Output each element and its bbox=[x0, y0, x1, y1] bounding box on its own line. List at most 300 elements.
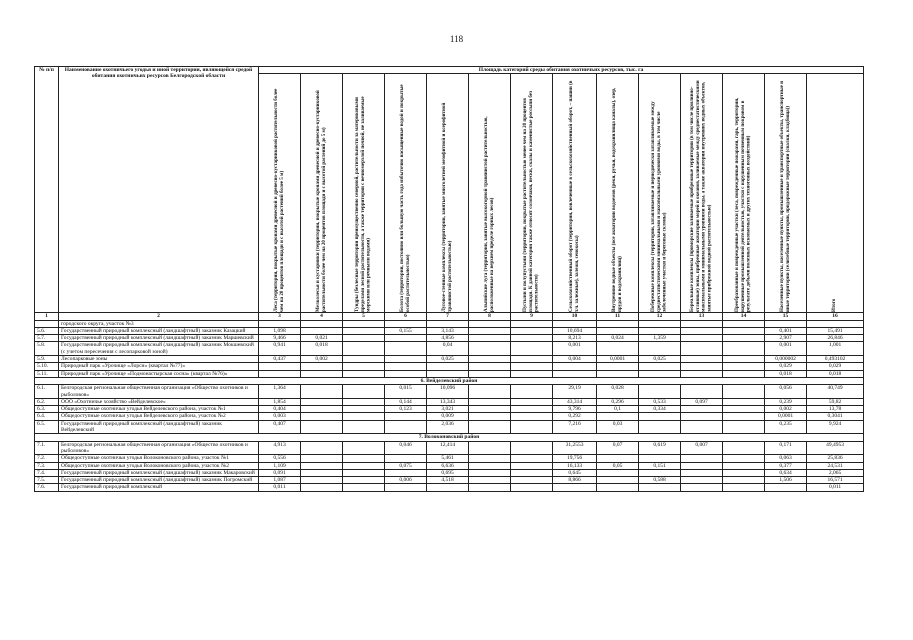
row-value: 2,036 bbox=[427, 420, 469, 434]
row-value bbox=[343, 370, 385, 377]
row-value bbox=[681, 335, 723, 342]
row-value: 15,491 bbox=[807, 327, 864, 334]
row-value bbox=[553, 320, 597, 327]
row-value bbox=[469, 327, 511, 334]
header-category bbox=[511, 74, 553, 313]
row-value: 0,025 bbox=[639, 356, 681, 363]
row-value bbox=[511, 356, 553, 363]
row-value bbox=[597, 455, 639, 462]
row-value: 0,007 bbox=[681, 441, 723, 455]
header-category bbox=[765, 74, 807, 313]
row-value: 5,461 bbox=[427, 455, 469, 462]
row-value bbox=[469, 398, 511, 405]
row-value: 2,907 bbox=[765, 335, 807, 342]
row-value bbox=[343, 469, 385, 476]
table-row bbox=[35, 320, 864, 327]
header-category-label: Бореальные комплексы (приморские заливаемые прибрежные территории (в том числе приливно-отливные) зоны, прибрежные акватории морей и океанов, заливаемые между среднестатистическими максимальными и минимальными уровнями воды, а также акватории внутренних водных объектов, занятые прибрежной водной растительностью) bbox=[689, 80, 713, 313]
header-category-label: Сельскохозяйственный оборот (территории, вовлеченные в сельскохозяйственный оборот, – пашни (в т.ч. залежные), залежи, сенокосы) bbox=[568, 80, 580, 313]
row-number: 5.10. bbox=[35, 363, 59, 370]
row-value bbox=[597, 370, 639, 377]
row-value bbox=[469, 462, 511, 469]
row-value bbox=[597, 320, 639, 327]
column-number: 2 bbox=[59, 313, 259, 320]
row-value bbox=[681, 484, 723, 491]
row-value bbox=[385, 413, 427, 420]
row-value bbox=[385, 356, 427, 363]
row-value bbox=[301, 363, 343, 370]
row-value bbox=[511, 385, 553, 399]
row-value bbox=[681, 363, 723, 370]
table-row bbox=[35, 462, 864, 469]
row-value: 1,364 bbox=[259, 385, 301, 399]
row-value bbox=[723, 320, 765, 327]
row-name: Государственный природный комплексный bbox=[59, 484, 259, 491]
row-value: 0,001 bbox=[765, 342, 807, 356]
row-value: 0,151 bbox=[639, 462, 681, 469]
header-category bbox=[343, 74, 385, 313]
row-value: 13,343 bbox=[427, 398, 469, 405]
row-value: 1,109 bbox=[259, 462, 301, 469]
row-value: 0,029 bbox=[765, 363, 807, 370]
header-category-label: Преобразованные и поврежденные участки (леса, поврежденные пожарами, гарь, территории, нарушенные промышленной деятельностью, участки с нарушенным почвенным покровом в результате добычи полезных ископаемых и других техногенных воздействий) bbox=[734, 97, 752, 313]
row-value bbox=[343, 406, 385, 413]
section-row bbox=[35, 434, 864, 441]
row-number: 6.4. bbox=[35, 413, 59, 420]
row-value bbox=[511, 370, 553, 377]
row-number: 7.3. bbox=[35, 462, 59, 469]
row-value: 19,756 bbox=[553, 455, 597, 462]
row-value bbox=[681, 413, 723, 420]
row-value: 0,493102 bbox=[807, 356, 864, 363]
row-value: 0,437 bbox=[259, 356, 301, 363]
header-category bbox=[259, 74, 301, 313]
table-row bbox=[35, 335, 864, 342]
table-row bbox=[35, 363, 864, 370]
header-category bbox=[427, 74, 469, 313]
header-category-label: Пустыни и полупустыни (территории, покрытые растительностью менее чем на 20 процентов площади. К данной категории также относят солончаки, пески, скалы и каменистые россыпи без растительности) bbox=[522, 91, 540, 313]
row-value bbox=[639, 385, 681, 399]
table-row bbox=[35, 484, 864, 491]
row-number: 5.9. bbox=[35, 356, 59, 363]
row-value: 1,506 bbox=[765, 477, 807, 484]
row-value bbox=[385, 370, 427, 377]
row-value bbox=[511, 469, 553, 476]
row-value bbox=[553, 363, 597, 370]
row-value bbox=[723, 335, 765, 342]
row-value: 0,123 bbox=[385, 406, 427, 413]
header-category-label: Населенные пункты, населенные пункты, промышленные и транспортные объекты, транспортные и иные территории (селитебные территории, придорожные территории (свалки, кладбища)) bbox=[779, 81, 791, 313]
row-value bbox=[597, 342, 639, 356]
row-value: 0,334 bbox=[639, 406, 681, 413]
row-value: 16,133 bbox=[553, 462, 597, 469]
header-category-label: Мелколесья и кустарники (территории, покрытые кронами древесной и древесно-кустарниковой растительности более чем на 20 процентов площади и с высотой растений до 5 м) bbox=[315, 90, 327, 313]
row-name: Белгородская региональная общественная организация «Общество охотников и рыболовов» bbox=[59, 441, 259, 455]
row-value bbox=[343, 342, 385, 356]
row-value bbox=[469, 406, 511, 413]
row-value: 0,0001 bbox=[765, 413, 807, 420]
header-category-label: Итого bbox=[832, 298, 838, 313]
header-category-label: Леса (территории, покрытые кронами древесной и древесно-кустарниковой растительности более чем на 20 процентов площади и с высотой растений более 5 м) bbox=[273, 88, 285, 313]
page-number: 118 bbox=[449, 34, 464, 44]
row-value: 40,749 bbox=[807, 385, 864, 399]
row-value bbox=[469, 342, 511, 356]
row-name: Общедоступные охотничьи угодья Вейделевского района, участок №1 bbox=[59, 406, 259, 413]
habitat-area-table bbox=[34, 66, 864, 492]
row-value bbox=[469, 484, 511, 491]
row-value bbox=[343, 335, 385, 342]
header-category bbox=[807, 74, 864, 313]
row-value bbox=[723, 413, 765, 420]
row-value bbox=[301, 406, 343, 413]
row-value bbox=[259, 320, 301, 327]
row-value bbox=[681, 342, 723, 356]
table-row bbox=[35, 398, 864, 405]
row-name: Государственный природный комплексный (ландшафтный) заказник Погромский bbox=[59, 477, 259, 484]
row-value: 0,296 bbox=[597, 398, 639, 405]
header-category-label: Луговое-степные комплексы (территории, занятые многолетней мезофитной и ксерофитной травянистой растительностью) bbox=[441, 103, 453, 313]
row-value: 31,2553 bbox=[553, 441, 597, 455]
row-value bbox=[597, 469, 639, 476]
row-value bbox=[723, 385, 765, 399]
row-name: Общедоступные охотничьи угодья Волоконовского района, участок №2 bbox=[59, 462, 259, 469]
row-value bbox=[427, 363, 469, 370]
row-value bbox=[723, 441, 765, 455]
row-value bbox=[639, 469, 681, 476]
row-name: Лесопарковые зоны bbox=[59, 356, 259, 363]
row-value: 0,011 bbox=[807, 484, 864, 491]
row-value bbox=[301, 484, 343, 491]
row-value bbox=[301, 370, 343, 377]
table-row bbox=[35, 413, 864, 420]
row-value: 26,846 bbox=[807, 335, 864, 342]
row-value: 0,407 bbox=[259, 420, 301, 434]
row-value: 8,213 bbox=[553, 335, 597, 342]
row-value bbox=[469, 370, 511, 377]
row-value: 0,155 bbox=[385, 327, 427, 334]
row-value bbox=[343, 327, 385, 334]
column-number: 10 bbox=[553, 313, 597, 320]
row-name: городского округа, участок №3 bbox=[59, 320, 259, 327]
row-value: 0,401 bbox=[765, 327, 807, 334]
row-value: 0,235 bbox=[765, 420, 807, 434]
row-value: 0,1 bbox=[597, 406, 639, 413]
row-value: 43,314 bbox=[553, 398, 597, 405]
row-value bbox=[681, 477, 723, 484]
table-row bbox=[35, 420, 864, 434]
row-number: 5.7. bbox=[35, 335, 59, 342]
row-value: 0,011 bbox=[259, 484, 301, 491]
row-value bbox=[723, 462, 765, 469]
row-name: Государственный природный комплексный (ландшафтный) заказник Казацкий bbox=[59, 327, 259, 334]
row-value bbox=[723, 398, 765, 405]
section-title: 7. Волоконовский район bbox=[35, 434, 864, 441]
row-value bbox=[343, 420, 385, 434]
header-category bbox=[723, 74, 765, 313]
row-value bbox=[301, 320, 343, 327]
row-value bbox=[511, 363, 553, 370]
table-row bbox=[35, 477, 864, 484]
row-value: 2,065 bbox=[807, 469, 864, 476]
row-value: 0,075 bbox=[385, 462, 427, 469]
table-row bbox=[35, 356, 864, 363]
row-value bbox=[469, 469, 511, 476]
row-value: 0,091 bbox=[259, 469, 301, 476]
row-value: 1,087 bbox=[259, 477, 301, 484]
row-number: 6.5. bbox=[35, 420, 59, 434]
column-number-row bbox=[35, 313, 864, 320]
row-value bbox=[639, 413, 681, 420]
row-value bbox=[259, 370, 301, 377]
row-value: 7,216 bbox=[553, 420, 597, 434]
row-value bbox=[301, 441, 343, 455]
row-value: 0,3041 bbox=[807, 413, 864, 420]
row-value: 0,002 bbox=[765, 406, 807, 413]
header-category bbox=[301, 74, 343, 313]
row-value bbox=[385, 455, 427, 462]
row-value: 0,292 bbox=[553, 413, 597, 420]
row-value: 0,04 bbox=[427, 342, 469, 356]
table-row bbox=[35, 385, 864, 399]
row-value: 0,556 bbox=[259, 455, 301, 462]
row-value bbox=[343, 441, 385, 455]
row-value: 10,096 bbox=[427, 385, 469, 399]
row-value: 16,571 bbox=[807, 477, 864, 484]
row-value bbox=[385, 342, 427, 356]
row-number: 6.1. bbox=[35, 385, 59, 399]
section-row bbox=[35, 377, 864, 384]
row-value: 0,028 bbox=[597, 385, 639, 399]
row-value bbox=[301, 385, 343, 399]
header-category-label: Внутренние водные объекты (все акватории водоемов (реки, ручьи, водохранилища каналы), озер, прудов и водохранилищ) bbox=[611, 87, 623, 313]
row-value bbox=[765, 320, 807, 327]
row-value bbox=[723, 406, 765, 413]
header-category-label: Альпийские луга (территории, занятые высокогорной травянистой растительностью, расположенные на верхнем пределе горных лесов) bbox=[483, 116, 495, 313]
row-value: 0,001 bbox=[553, 342, 597, 356]
row-value bbox=[427, 484, 469, 491]
row-value bbox=[639, 420, 681, 434]
header-row bbox=[35, 67, 864, 74]
row-value bbox=[385, 420, 427, 434]
row-value bbox=[511, 320, 553, 327]
row-value: 0,239 bbox=[765, 398, 807, 405]
row-value: 0,941 bbox=[259, 342, 301, 356]
row-name: Государственный природный комплексный (ландшафтный) заказник Макаровский bbox=[59, 469, 259, 476]
row-value: 1,001 bbox=[807, 342, 864, 356]
row-value bbox=[301, 413, 343, 420]
row-value: 9,466 bbox=[259, 335, 301, 342]
row-value bbox=[343, 455, 385, 462]
row-value bbox=[639, 484, 681, 491]
header-category bbox=[597, 74, 639, 313]
row-value bbox=[469, 441, 511, 455]
row-value bbox=[723, 484, 765, 491]
row-value bbox=[681, 455, 723, 462]
row-value: 0,695 bbox=[427, 469, 469, 476]
header-category bbox=[469, 74, 511, 313]
row-value: 0,021 bbox=[301, 335, 343, 342]
row-value bbox=[723, 455, 765, 462]
row-value bbox=[765, 484, 807, 491]
row-value bbox=[343, 477, 385, 484]
row-value: 49,4953 bbox=[807, 441, 864, 455]
row-value bbox=[343, 320, 385, 327]
row-number bbox=[35, 320, 59, 327]
row-number: 7.4. bbox=[35, 469, 59, 476]
table-row bbox=[35, 441, 864, 455]
row-value bbox=[343, 385, 385, 399]
row-value bbox=[469, 413, 511, 420]
row-value bbox=[681, 469, 723, 476]
column-number: 12 bbox=[639, 313, 681, 320]
section-title: 6. Вейделевский район bbox=[35, 377, 864, 384]
row-value: 0,619 bbox=[639, 441, 681, 455]
row-name: Общедоступные охотничьи угодья Вейделевского района, участок №2 bbox=[59, 413, 259, 420]
column-number: 16 bbox=[807, 313, 864, 320]
row-value bbox=[385, 335, 427, 342]
row-value bbox=[723, 477, 765, 484]
row-value bbox=[511, 406, 553, 413]
column-number: 11 bbox=[597, 313, 639, 320]
row-value: 0,634 bbox=[765, 469, 807, 476]
row-value: 0,002 bbox=[301, 356, 343, 363]
row-value bbox=[597, 363, 639, 370]
row-number: 7.5. bbox=[35, 477, 59, 484]
column-number: 1 bbox=[35, 313, 59, 320]
row-value: 0,056 bbox=[765, 385, 807, 399]
row-value: 3,021 bbox=[427, 406, 469, 413]
column-number: 6 bbox=[385, 313, 427, 320]
row-value: 24,531 bbox=[807, 462, 864, 469]
row-value: 1,098 bbox=[259, 327, 301, 334]
table-row bbox=[35, 469, 864, 476]
row-value bbox=[469, 320, 511, 327]
row-value bbox=[469, 477, 511, 484]
row-name: Общедоступные охотничьи угодья Волоконовского района, участок №1 bbox=[59, 455, 259, 462]
row-value bbox=[301, 398, 343, 405]
row-value bbox=[597, 484, 639, 491]
row-value bbox=[723, 342, 765, 356]
row-value: 29,19 bbox=[553, 385, 597, 399]
row-value bbox=[681, 406, 723, 413]
row-value: 0,533 bbox=[639, 398, 681, 405]
row-value: 13,78 bbox=[807, 406, 864, 413]
header-category bbox=[681, 74, 723, 313]
row-value bbox=[343, 484, 385, 491]
row-value: 0,063 bbox=[765, 455, 807, 462]
row-value: 0,097 bbox=[681, 398, 723, 405]
row-value bbox=[723, 370, 765, 377]
row-value bbox=[681, 320, 723, 327]
row-value: 0,018 bbox=[301, 342, 343, 356]
row-value: 8,866 bbox=[553, 477, 597, 484]
row-name: Природный парк «Урочище «Подмонастырская сосна» (квартал №76)» bbox=[59, 370, 259, 377]
row-value: 1,854 bbox=[259, 398, 301, 405]
row-value: 0,025 bbox=[427, 356, 469, 363]
row-value: 0,07 bbox=[597, 441, 639, 455]
row-value bbox=[639, 363, 681, 370]
row-value bbox=[301, 469, 343, 476]
row-value: 0,024 bbox=[597, 335, 639, 342]
row-number: 6.3. bbox=[35, 406, 59, 413]
column-number: 8 bbox=[469, 313, 511, 320]
row-value: 0,171 bbox=[765, 441, 807, 455]
row-number: 5.11. bbox=[35, 370, 59, 377]
row-name: Государственный природный комплексный (ландшафтный) заказник Вейделевский bbox=[59, 420, 259, 434]
row-value: 0,015 bbox=[385, 385, 427, 399]
column-number: 7 bbox=[427, 313, 469, 320]
row-value: 12,414 bbox=[427, 441, 469, 455]
row-value: 0,000002 bbox=[765, 356, 807, 363]
row-value bbox=[469, 335, 511, 342]
row-value bbox=[639, 455, 681, 462]
row-name: Государственный природный комплексный (ландшафтный) заказник Мокшевский (с учетом пересечения с лесопарковой зоной) bbox=[59, 342, 259, 356]
table-row bbox=[35, 455, 864, 462]
table-row bbox=[35, 406, 864, 413]
header-name: Наименование охотничьего угодья и иной территории, являющейся средой обитания охотничьих ресурсов Белгородской области bbox=[59, 67, 259, 313]
row-value: 9,924 bbox=[807, 420, 864, 434]
row-value bbox=[301, 455, 343, 462]
row-value: 0,006 bbox=[385, 477, 427, 484]
row-name: Белгородская региональная общественная организация «Общество охотников и рыболовов» bbox=[59, 385, 259, 399]
row-value: 0,03 bbox=[597, 420, 639, 434]
row-value bbox=[639, 320, 681, 327]
row-value: 0,029 bbox=[807, 363, 864, 370]
row-value: 0,018 bbox=[807, 370, 864, 377]
column-number: 5 bbox=[343, 313, 385, 320]
table-row bbox=[35, 342, 864, 356]
table-row bbox=[35, 327, 864, 334]
row-value bbox=[597, 413, 639, 420]
row-value bbox=[301, 462, 343, 469]
row-value bbox=[385, 469, 427, 476]
row-number: 5.8. bbox=[35, 342, 59, 356]
row-value bbox=[511, 398, 553, 405]
row-value bbox=[385, 363, 427, 370]
row-value: 0,404 bbox=[259, 406, 301, 413]
row-value bbox=[681, 370, 723, 377]
row-value bbox=[385, 320, 427, 327]
row-name: Природный парк «Урочище «Лорси» (квартал №77)» bbox=[59, 363, 259, 370]
row-number: 7.2. bbox=[35, 455, 59, 462]
row-value bbox=[301, 420, 343, 434]
row-value bbox=[807, 320, 864, 327]
row-value bbox=[723, 327, 765, 334]
row-value bbox=[343, 363, 385, 370]
row-value bbox=[511, 462, 553, 469]
row-number: 7.6. bbox=[35, 484, 59, 491]
row-value bbox=[553, 484, 597, 491]
row-value bbox=[343, 398, 385, 405]
row-value bbox=[511, 342, 553, 356]
row-value bbox=[259, 363, 301, 370]
row-value: 25,836 bbox=[807, 455, 864, 462]
column-number: 4 bbox=[301, 313, 343, 320]
row-value bbox=[639, 342, 681, 356]
row-value bbox=[301, 327, 343, 334]
column-number: 9 bbox=[511, 313, 553, 320]
row-value bbox=[469, 363, 511, 370]
header-area-title: Площадь категорий среды обитания охотничьих ресурсов, тыс. га bbox=[259, 67, 864, 74]
row-value: 59,82 bbox=[807, 398, 864, 405]
row-value bbox=[511, 327, 553, 334]
row-value bbox=[723, 420, 765, 434]
header-category-label: Побережные комплексы (территории, затапливаемые и периодически затапливаемые между среднестатистическими минимальными и максимальными уровнями воды, в том числе заболоченные участки и береговые склоны) bbox=[650, 101, 668, 313]
row-value bbox=[511, 441, 553, 455]
row-value bbox=[511, 484, 553, 491]
row-value: 0,018 bbox=[765, 370, 807, 377]
column-number: 15 bbox=[765, 313, 807, 320]
row-value bbox=[681, 356, 723, 363]
